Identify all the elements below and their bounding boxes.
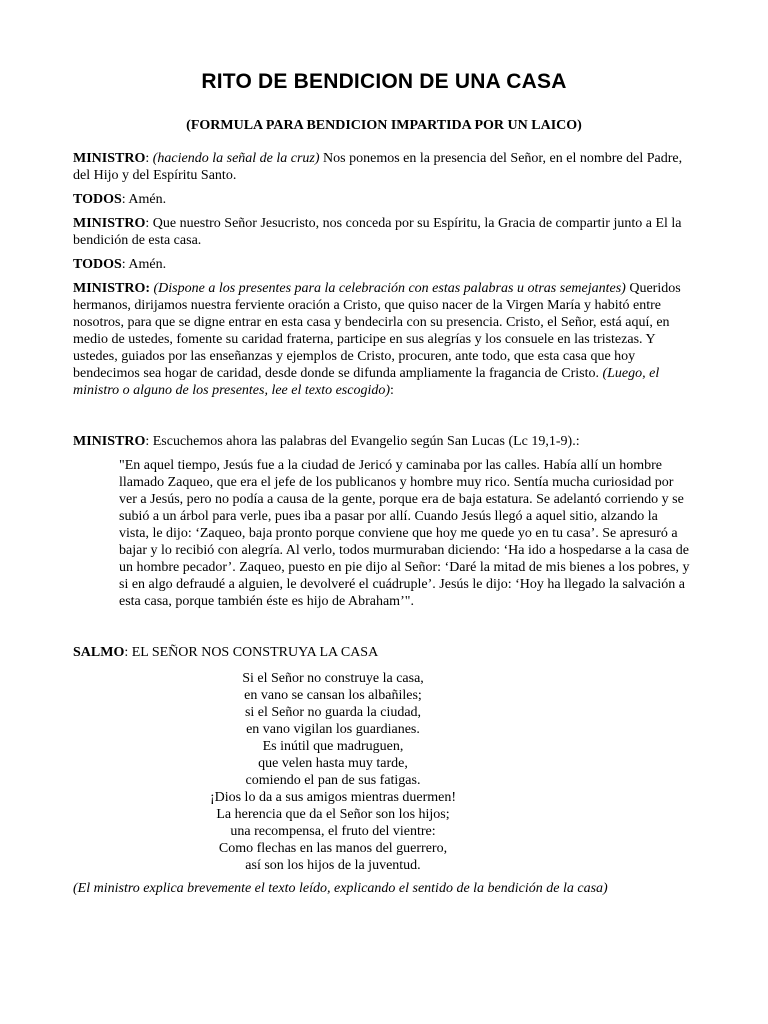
- salmo-heading: [73, 644, 691, 661]
- rubric-text: (Dispone a los presentes para la celebración con estas palabras u otras semejantes): [150, 281, 626, 296]
- paragraph-todos-1: [73, 191, 691, 208]
- speaker-label: TODOS: [73, 192, 122, 207]
- gospel-quote: "En aquel tiempo, Jesús fue a la ciudad de Jericó y caminaba por las calles. Había allí un hombre llamado Zaqueo, que era el jefe de los publicanos y hombre muy rico. Sentía mucha curiosidad por ver a Jesús, pero no podía a causa de la gente, porque era de baja estatura. Se adelantó corriendo y se subió a un árbol para verle, pues iba a pasar por allí. Cuando Jesús llegó a aquel sitio, alzando la vista, le dijo: ‘Zaqueo, baja pronto porque conviene que hoy me quede yo en tu casa’. Se apresuró a bajar y lo recibió con alegría. Al verlo, todos murmuraban diciendo: ‘Ha ido a hospedarse a la casa de un hombre pecador’. Zaqueo, puesto en pie dijo al Señor: ‘Daré la mitad de mis bienes a los pobres, y si en algo defraudé a alguien, le devolveré el cuádruple’. Jesús le dijo: ‘Hoy ha llegado la salvación a esta casa, porque también éste es hijo de Abraham’".: [119, 458, 690, 609]
- closing-rubric: (El ministro explica brevemente el texto leído, explicando el sentido de la bendición de la casa): [73, 881, 608, 896]
- paragraph-text: Queridos hermanos, dirijamos nuestra ferviente oración a Cristo, que quiso nacer de la Virgen María y habitó entre nosotros, para que se digne entrar en esta casa y bendecirla con su presencia. Cristo, el Señor, está aquí, en medio de ustedes, fomente su caridad fraterna, participe en sus alegrías y los consuele en las tristezas. Y ustedes, guiados por las enseñanzas y ejemplos de Cristo, procuren, ante todo, que esta casa que hoy bendecimos sea hogar de caridad, desde donde se difunda ampliamente la fragancia de Cristo.: [73, 281, 681, 381]
- psalm-poem: [73, 670, 593, 874]
- document-body: [73, 150, 691, 904]
- poem-line: Si el Señor no construye la casa,: [242, 671, 424, 686]
- salmo-title: : EL SEÑOR NOS CONSTRUYA LA CASA: [124, 645, 379, 660]
- paragraph-text: : Escuchemos ahora las palabras del Evangelio según San Lucas (Lc 19,1-9).:: [145, 434, 580, 449]
- speaker-label: SALMO: [73, 645, 125, 660]
- paragraph-text: : Amén.: [121, 257, 167, 272]
- poem-line: que velen hasta muy tarde,: [258, 756, 408, 771]
- poem-line: en vano se cansan los albañiles;: [244, 688, 422, 703]
- speaker-label: MINISTRO: [73, 216, 146, 231]
- paragraph-ministro-1: [73, 150, 691, 184]
- paragraph-text: : Que nuestro Señor Jesucristo, nos conceda por su Espíritu, la Gracia de compartir junto a El la bendición de esta casa.: [73, 216, 682, 248]
- rubric-text: (Luego, el ministro o alguno de los presentes, lee el texto escogido): [73, 366, 660, 398]
- speaker-label: TODOS: [73, 257, 122, 272]
- poem-line: Como flechas en las manos del guerrero,: [218, 841, 448, 856]
- paragraph-text: Nos ponemos en la presencia del Señor, en el nombre del Padre, del Hijo y del Espíritu Santo.: [73, 151, 683, 183]
- poem-line: comiendo el pan de sus fatigas.: [245, 773, 421, 788]
- rubric-text: (haciendo la señal de la cruz): [152, 151, 320, 166]
- poem-line: Es inútil que madruguen,: [262, 739, 404, 754]
- paragraph-todos-2: [73, 256, 691, 273]
- poem-line: La herencia que da el Señor son los hijos;: [216, 807, 450, 822]
- document-subtitle: (FORMULA PARA BENDICION IMPARTIDA POR UN LAICO): [186, 118, 582, 133]
- spacer: [73, 406, 691, 433]
- colon: :: [145, 151, 153, 166]
- paragraph-text: : Amén.: [121, 192, 167, 207]
- poem-line: ¡Dios lo da a sus amigos mientras duermen!: [209, 790, 457, 805]
- poem-line: una recompensa, el fruto del vientre:: [230, 824, 436, 839]
- document-title: RITO DE BENDICION DE UNA CASA: [201, 70, 567, 93]
- poem-line: así son los hijos de la juventud.: [245, 858, 421, 873]
- poem-line: en vano vigilan los guardianes.: [246, 722, 420, 737]
- speaker-label: MINISTRO: [73, 434, 146, 449]
- speaker-label: MINISTRO: [73, 151, 146, 166]
- paragraph-ministro-2: [73, 215, 691, 249]
- paragraph-ministro-3: [73, 280, 691, 399]
- speaker-label: MINISTRO:: [73, 281, 151, 296]
- paragraph-text: :: [390, 383, 394, 398]
- poem-line: si el Señor no guarda la ciudad,: [244, 705, 422, 720]
- paragraph-ministro-4: [73, 433, 691, 450]
